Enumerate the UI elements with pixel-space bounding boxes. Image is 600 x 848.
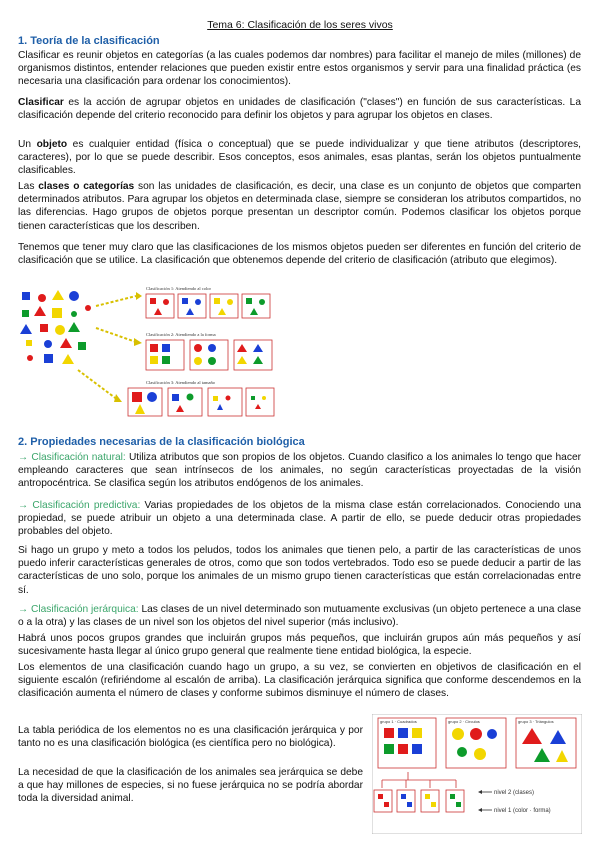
- paragraph-jerarquica: [18, 603, 581, 629]
- paragraph-objeto-text: es cualquier entidad (física o conceptual) que se puede individualizar y que tiene atributos (descriptores, caracteres), por lo que se puede describir. Esos conceptos, esos animales, esas plantas, serán los objetos puntualmente clasificables.: [18, 139, 581, 177]
- paragraph-natural-text: Utiliza atributos que son propios de los objetos. Cuando clasifico a los animales lo tengo que hacer empleando caracteres que sean intrínsecos de los animales, no según características proyectadas de la visión antropocéntrica. Se clasifica según los atributos endógenos de los animales.: [18, 452, 581, 490]
- term-clases: clases o categorías: [38, 181, 135, 192]
- arrow-to-form: [96, 328, 136, 342]
- section-2-heading: 2. Propiedades necesarias de la clasificación biológica: [18, 436, 305, 448]
- shape-green-square-2: [78, 342, 86, 350]
- paragraph-clases-pre: Las: [18, 181, 39, 192]
- shape-yellow-triangle-2: [62, 354, 74, 364]
- shape-green-triangle: [68, 322, 80, 332]
- shape-yellow-triangle: [52, 290, 64, 300]
- box-circles-class: [190, 340, 228, 370]
- shape-red-square: [40, 324, 48, 332]
- shape-blue-square: [22, 292, 30, 300]
- shape-blue-circle-2: [44, 340, 52, 348]
- group-1-label: grupo 1 · Cuadrados: [380, 719, 417, 724]
- paragraph-peludos: Si hago un grupo y meto a todos los peludos, todos los animales que tienen pelo, a partir de las características de unos puedo inferir características generales de otros, como que son todos vertebrados. Todo eso se puede deducir a partir de las características de uno solo, porque los animales de un mismo grupo tienen características que están correlacionadas entre sí.: [18, 545, 581, 596]
- level-1-label: nivel 1 (color · forma): [494, 808, 551, 814]
- paragraph-tabla-periodica: La tabla periódica de los elementos no es una clasificación jerárquica y por tanto no es una clasificación biológica (es científica pero no biológica).: [18, 725, 363, 750]
- paragraph-necesidad: La necesidad de que la clasificación de los animales sea jerárquica se debe a que hay millones de especies, si no fuese jerárquica no se podría abordar toda la diversidad animal.: [18, 767, 363, 805]
- paragraph-elementos: Los elementos de una clasificación cuando hago un grupo, a su vez, se convierten en objetivos de clasificación en el siguiente escalón (refiriéndome al escalón de arriba). La clasificación jerárquica significa que conforme descendemos en la clasificación aumenta el número de clases y conforme subimos disminuye el número de clases.: [18, 662, 581, 700]
- shape-red-circle-3: [85, 305, 91, 311]
- level-2-label: nivel 2 (clases): [494, 790, 535, 796]
- paragraph-objeto-def: [18, 138, 581, 178]
- shape-red-triangle: [34, 306, 46, 316]
- shape-green-square: [22, 310, 29, 317]
- box-medium-class: [168, 388, 202, 416]
- paragraph-jerarquica-text: Las clases de un nivel determinado son mutuamente exclusivas (un objeto pertenece a una clase o a la otra) y las clases de un nivel son los objetos del nivel superior (más inclusivo).: [18, 604, 581, 629]
- paragraph-criterio: Tenemos que tener muy claro que las clasificaciones de los mismos objetos pueden ser diferentes en función del criterio de clasificación que se utilice. La clasificación que obtenemos depende del criterio de clasificación (atributo que elegimos).: [18, 242, 581, 267]
- section-1-heading: 1. Teoría de la clasificación: [18, 35, 160, 47]
- shape-yellow-circle: [55, 325, 65, 335]
- shape-yellow-square-small: [26, 340, 32, 346]
- shape-green-circle: [71, 311, 77, 317]
- group-3-label: grupo 3 · Triángulos: [518, 719, 554, 724]
- paragraph-predictiva: [18, 499, 581, 539]
- arrow-head-2: [134, 338, 142, 346]
- document-title: Tema 6: Clasificación de los seres vivos: [207, 19, 393, 31]
- paragraph-natural: [18, 451, 581, 491]
- label-color: Clasificación 1: Atendiendo al color: [146, 286, 211, 291]
- box-small-class: [208, 388, 242, 416]
- paragraph-grupos: Habrá unos pocos grupos grandes que incluirán grupos más pequeños, que incluirán grupos aún más pequeños y así sucesivamente hasta llegar al único grupo general que realmente tiene entidad biológica, la especie.: [18, 633, 581, 658]
- shape-red-circle-2: [27, 355, 33, 361]
- label-form: Clasificación 2: Atendiendo a la forma: [146, 332, 216, 337]
- paragraph-clases-def: [18, 180, 581, 233]
- shape-red-triangle-2: [60, 338, 72, 348]
- group-2-label: grupo 2 · Círculos: [448, 719, 480, 724]
- paragraph-clasificar-def-text: es la acción de agrupar objetos en unidades de clasificación ("clases") en función de sus características. La clasificación depende del criterio reconocido para definir los objetos y para agrupar los objetos en clases.: [18, 97, 581, 122]
- paragraph-objeto-pre: Un: [18, 139, 37, 150]
- hierarchy-figure: [372, 714, 582, 834]
- paragraph-clasificar-def: [18, 96, 581, 122]
- paragraph-clases-text: son las unidades de clasificación, es decir, una clase es un conjunto de objetos que comparten determinados atributos. Para agrupar los objetos en determinada clase, siempre se consideran los atributos compartidos, no las diferencias. Hago grupos de objetos porque presentan un descriptor común. Podemos clasificar los objetos porque tienen características que los describen.: [18, 181, 581, 232]
- tag-jerarquica: → Clasificación jerárquica:: [18, 604, 139, 615]
- shape-blue-square-2: [44, 354, 53, 363]
- arrow-to-color: [96, 296, 136, 306]
- arrow-head-1: [136, 292, 142, 300]
- paragraph-predictiva-text: Varias propiedades de los objetos de la misma clase están correlacionados. Conociendo una propiedad, se puede atribuir un objeto a una determinada clase. A partir de ello, se puede deducir otras propiedades probables del objeto.: [18, 500, 582, 538]
- arrow-head-3: [114, 394, 122, 402]
- shape-blue-circle: [69, 291, 79, 301]
- shape-blue-triangle: [20, 324, 32, 334]
- classification-figure-svg: [18, 284, 278, 420]
- box-triangles-class: [234, 340, 272, 370]
- label-size: Clasificación 3: Atendiendo al tamaño: [146, 380, 215, 385]
- shape-red-circle: [38, 294, 46, 302]
- paragraph-clasificar-intro: Clasificar es reunir objetos en categorías (a las cuales podemos dar nombres) para facilitar el manejo de miles (millones) de organismos distintos, entender relaciones que pueden existir entre estos organismos y servir para una finalidad práctica (es necesaria una clasificación para ordenar los conocimientos).: [18, 50, 581, 88]
- term-objeto: objeto: [36, 139, 68, 150]
- box-tiny-class: [246, 388, 274, 416]
- term-clasificar: Clasificar: [18, 97, 64, 108]
- tag-predictiva: → Clasificación predictiva:: [18, 500, 141, 511]
- arrow-to-size: [78, 370, 118, 400]
- tag-natural: → Clasificación natural:: [18, 452, 126, 463]
- classification-figure: [18, 284, 278, 420]
- shape-yellow-square: [52, 308, 62, 318]
- hierarchy-figure-svg: [372, 714, 582, 834]
